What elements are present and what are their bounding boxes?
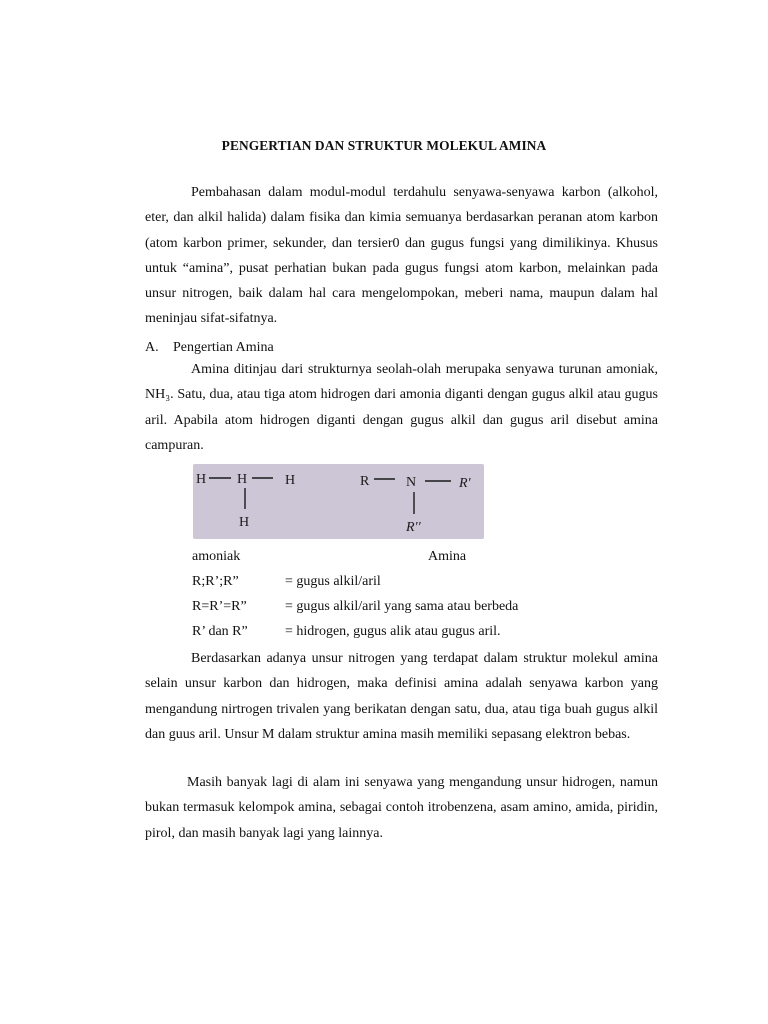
ammonia-atom-h2: H [285,473,296,488]
amine-atom-r-double-prime: R′′ [406,520,421,535]
legend-meaning: = gugus alkil/aril yang sama atau berbeda [285,599,519,614]
amine-atom-n: N [406,475,417,490]
caption-ammonia: amoniak [192,549,241,564]
amine-atom-r-prime: R′ [459,476,471,491]
legend-symbol: R=R’=R” [192,599,247,614]
definition-paragraph: Amina ditinjau dari strukturnya seolah-olah merupaka senyawa turunan amoniak, NH₃. Satu, dua, atau tiga atom hidrogen dari amonia diganti dengan gugus alkil atau gugus aril. Apabila atom hidrogen diganti dengan gugus alkil dan gugus aril disebut amina campuran. [145,362,658,453]
legend-symbol: R’ dan R” [192,624,248,639]
intro-paragraph: Pembahasan dalam modul-modul terdahulu senyawa-senyawa karbon (alkohol, eter, dan alkil halida) dalam fisika dan kimia semuanya berdasarkan peranan atom karbon (atom karbon primer, sekunder, dan tersier0 dan gugus fungsi yang dimilikinya. Khusus untuk “amina”, pusat perhatian bukan pada gugus fungsi atom karbon, melainkan pada unsur nitrogen, baik dalam hal cara mengelompokan, meberi nama, maupun dalam hal meninjau sifat-sifatnya. [145,185,658,327]
structure-figure [193,464,484,539]
ammonia-atom-h3: H [239,515,250,530]
nitrogen-paragraph: Berdasarkan adanya unsur nitrogen yang terdapat dalam struktur molekul amina selain unsur karbon dan hidrogen, maka definisi amina adalah senyawa karbon yang mengandung nirtrogen trivalen yang berikatan dengan satu, dua, atau tiga buah gugus alkil dan guus aril. Unsur M dalam struktur amina masih memiliki sepasang elektron bebas. [145,651,658,742]
amine-atom-r: R [360,474,370,489]
section-title: Pengertian Amina [173,340,274,355]
caption-amine: Amina [428,549,467,564]
legend-row [192,622,501,642]
legend-symbol: R;R’;R” [192,574,239,589]
legend-meaning: = hidrogen, gugus alik atau gugus aril. [285,624,501,639]
ammonia-atom-h1: H [196,472,207,487]
legend-row [192,597,518,617]
section-heading [145,337,274,359]
legend-row [192,572,381,592]
document-title: PENGERTIAN DAN STRUKTUR MOLEKUL AMINA [221,138,547,153]
legend-meaning: = gugus alkil/aril [285,574,381,589]
ammonia-atom-center: H [237,472,248,487]
section-number: A. [145,340,159,355]
structure-drawing [193,464,484,539]
examples-paragraph: Masih banyak lagi di alam ini senyawa yang mengandung unsur hidrogen, namun bukan termasuk kelompok amina, sebagai contoh itrobenzena, asam amino, amida, piridin, pirol, dan masih banyak lagi yang lainnya. [145,775,658,841]
